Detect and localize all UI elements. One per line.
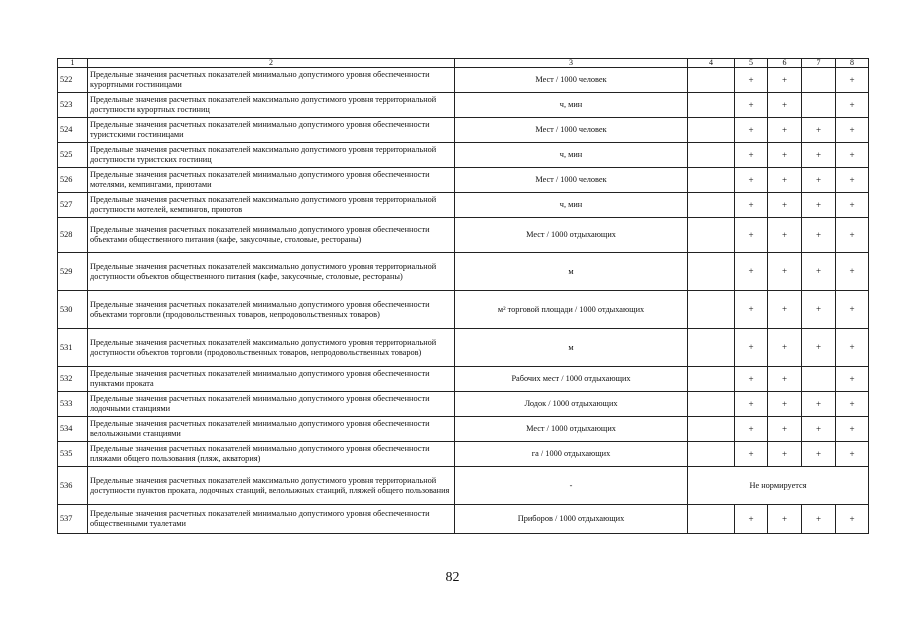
mark-cell-col-4	[688, 253, 735, 291]
row-unit: Мест / 1000 отдыхающих	[455, 218, 688, 253]
mark-cell-col-7: +	[802, 505, 836, 534]
table-row	[58, 93, 869, 118]
mark-cell-col-5: +	[735, 329, 768, 367]
mark-cell-col-4	[688, 329, 735, 367]
row-unit: ч, мин	[455, 143, 688, 168]
mark-cell-col-8: +	[836, 218, 869, 253]
mark-cell-col-6: +	[768, 193, 802, 218]
row-number: 534	[58, 417, 88, 442]
mark-cell-col-8: +	[836, 68, 869, 93]
mark-cell-col-5: +	[735, 367, 768, 392]
column-header-4: 4	[688, 59, 735, 68]
mark-cell-col-8: +	[836, 329, 869, 367]
mark-cell-col-6: +	[768, 68, 802, 93]
mark-cell-col-6: +	[768, 367, 802, 392]
row-number: 528	[58, 218, 88, 253]
mark-cell-col-6: +	[768, 505, 802, 534]
mark-cell-col-7: +	[802, 442, 836, 467]
mark-cell-col-8: +	[836, 291, 869, 329]
row-number: 532	[58, 367, 88, 392]
page-number: 82	[445, 570, 460, 585]
mark-cell-col-5: +	[735, 442, 768, 467]
mark-cell-col-7: +	[802, 253, 836, 291]
mark-cell-col-5: +	[735, 193, 768, 218]
row-number: 527	[58, 193, 88, 218]
table-body	[58, 68, 869, 534]
mark-cell-col-8: +	[836, 442, 869, 467]
table-row	[58, 218, 869, 253]
row-unit: м² торговой площади / 1000 отдыхающих	[455, 291, 688, 329]
mark-cell-col-5: +	[735, 253, 768, 291]
mark-cell-col-7: +	[802, 168, 836, 193]
mark-cell-col-5: +	[735, 68, 768, 93]
mark-cell-col-7: +	[802, 118, 836, 143]
mark-cell-col-4	[688, 367, 735, 392]
mark-cell-col-6: +	[768, 253, 802, 291]
mark-cell-col-8: +	[836, 118, 869, 143]
table-row	[58, 467, 869, 505]
mark-cell-col-8: +	[836, 253, 869, 291]
row-unit: Мест / 1000 отдыхающих	[455, 417, 688, 442]
mark-cell-col-7	[802, 68, 836, 93]
mark-cell-col-4	[688, 417, 735, 442]
mark-cell-col-7: +	[802, 417, 836, 442]
mark-cell-col-8: +	[836, 168, 869, 193]
row-number: 531	[58, 329, 88, 367]
mark-cell-col-7: +	[802, 218, 836, 253]
row-description: Предельные значения расчетных показателей минимально допустимого уровня обеспеченности туристскими гостиницами	[88, 118, 455, 143]
mark-cell-col-4	[688, 218, 735, 253]
column-header-1: 1	[58, 59, 88, 68]
row-unit: м	[455, 253, 688, 291]
table-header-row	[58, 59, 869, 68]
row-number: 523	[58, 93, 88, 118]
mark-cell-col-7: +	[802, 329, 836, 367]
row-unit: га / 1000 отдыхающих	[455, 442, 688, 467]
mark-cell-col-4	[688, 68, 735, 93]
mark-cell-col-8: +	[836, 505, 869, 534]
table-row	[58, 168, 869, 193]
mark-cell-col-4	[688, 168, 735, 193]
mark-cell-col-7: +	[802, 143, 836, 168]
table-row	[58, 367, 869, 392]
row-number: 525	[58, 143, 88, 168]
row-description: Предельные значения расчетных показателей минимально допустимого уровня обеспеченности объектами общественного питания (кафе, закусочные, столовые, рестораны)	[88, 218, 455, 253]
row-unit: ч, мин	[455, 93, 688, 118]
row-unit: ч, мин	[455, 193, 688, 218]
mark-cell-col-5: +	[735, 392, 768, 417]
mark-cell-col-6: +	[768, 442, 802, 467]
row-description: Предельные значения расчетных показателей минимально допустимого уровня обеспеченности велолыжными станциями	[88, 417, 455, 442]
row-description: Предельные значения расчетных показателей максимально допустимого уровня территориальной доступности пунктов проката, лодочных станций, велолыжных станций, пляжей общего пользования	[88, 467, 455, 505]
mark-cell-col-6: +	[768, 168, 802, 193]
mark-cell-col-5: +	[735, 143, 768, 168]
row-number: 536	[58, 467, 88, 505]
norms-table	[57, 58, 869, 534]
mark-cell-col-5: +	[735, 218, 768, 253]
table-row	[58, 505, 869, 534]
row-number: 537	[58, 505, 88, 534]
row-number: 524	[58, 118, 88, 143]
mark-cell-col-6: +	[768, 118, 802, 143]
mark-cell-col-5: +	[735, 93, 768, 118]
mark-cell-col-7: +	[802, 392, 836, 417]
mark-cell-col-8: +	[836, 417, 869, 442]
row-unit: Мест / 1000 человек	[455, 168, 688, 193]
mark-cell-col-6: +	[768, 392, 802, 417]
row-unit: -	[455, 467, 688, 505]
row-unit: Рабочих мест / 1000 отдыхающих	[455, 367, 688, 392]
mark-cell-col-7: +	[802, 193, 836, 218]
mark-cell-col-8: +	[836, 143, 869, 168]
table-row	[58, 253, 869, 291]
column-header-8: 8	[836, 59, 869, 68]
row-number: 522	[58, 68, 88, 93]
row-description: Предельные значения расчетных показателей максимально допустимого уровня территориальной доступности курортных гостиниц	[88, 93, 455, 118]
table-row	[58, 68, 869, 93]
row-description: Предельные значения расчетных показателей минимально допустимого уровня обеспеченности мотелями, кемпингами, приютами	[88, 168, 455, 193]
row-description: Предельные значения расчетных показателей максимально допустимого уровня территориальной доступности объектов торговли (продовольственных товаров, непродовольственных товаров)	[88, 329, 455, 367]
mark-cell-col-4	[688, 442, 735, 467]
row-description: Предельные значения расчетных показателей минимально допустимого уровня обеспеченности пунктами проката	[88, 367, 455, 392]
table-row	[58, 417, 869, 442]
mark-cell-col-5: +	[735, 417, 768, 442]
row-unit: Приборов / 1000 отдыхающих	[455, 505, 688, 534]
mark-cell-col-5: +	[735, 118, 768, 143]
row-description: Предельные значения расчетных показателей максимально допустимого уровня территориальной доступности объектов общественного питания (кафе, закусочные, столовые, рестораны)	[88, 253, 455, 291]
mark-cell-col-4	[688, 93, 735, 118]
mark-cell-col-6: +	[768, 218, 802, 253]
table-row	[58, 329, 869, 367]
table-row	[58, 118, 869, 143]
table-row	[58, 442, 869, 467]
mark-cell-col-6: +	[768, 93, 802, 118]
mark-cell-col-4	[688, 505, 735, 534]
not-normed-cell: Не нормируется	[688, 467, 869, 505]
row-description: Предельные значения расчетных показателей максимально допустимого уровня территориальной доступности туристских гостиниц	[88, 143, 455, 168]
mark-cell-col-8: +	[836, 367, 869, 392]
row-unit: Мест / 1000 человек	[455, 118, 688, 143]
row-number: 535	[58, 442, 88, 467]
column-header-3: 3	[455, 59, 688, 68]
row-unit: Лодок / 1000 отдыхающих	[455, 392, 688, 417]
table-row	[58, 143, 869, 168]
column-header-5: 5	[735, 59, 768, 68]
mark-cell-col-8: +	[836, 93, 869, 118]
row-description: Предельные значения расчетных показателей минимально допустимого уровня обеспеченности объектами торговли (продовольственных товаров, непродовольственных товаров)	[88, 291, 455, 329]
row-unit: м	[455, 329, 688, 367]
mark-cell-col-4	[688, 143, 735, 168]
mark-cell-col-6: +	[768, 143, 802, 168]
row-number: 529	[58, 253, 88, 291]
mark-cell-col-7	[802, 367, 836, 392]
mark-cell-col-6: +	[768, 329, 802, 367]
mark-cell-col-4	[688, 193, 735, 218]
row-description: Предельные значения расчетных показателей минимально допустимого уровня обеспеченности общественными туалетами	[88, 505, 455, 534]
mark-cell-col-7	[802, 93, 836, 118]
mark-cell-col-8: +	[836, 193, 869, 218]
row-description: Предельные значения расчетных показателей минимально допустимого уровня обеспеченности курортными гостиницами	[88, 68, 455, 93]
mark-cell-col-4	[688, 392, 735, 417]
mark-cell-col-4	[688, 118, 735, 143]
table-row	[58, 392, 869, 417]
row-description: Предельные значения расчетных показателей максимально допустимого уровня территориальной доступности мотелей, кемпингов, приютов	[88, 193, 455, 218]
row-number: 526	[58, 168, 88, 193]
mark-cell-col-5: +	[735, 168, 768, 193]
row-description: Предельные значения расчетных показателей минимально допустимого уровня обеспеченности лодочными станциями	[88, 392, 455, 417]
row-description: Предельные значения расчетных показателей минимально допустимого уровня обеспеченности пляжами общего пользования (пляж, акватория)	[88, 442, 455, 467]
column-header-2: 2	[88, 59, 455, 68]
column-header-7: 7	[802, 59, 836, 68]
mark-cell-col-7: +	[802, 291, 836, 329]
mark-cell-col-4	[688, 291, 735, 329]
table-row	[58, 193, 869, 218]
row-number: 533	[58, 392, 88, 417]
table-row	[58, 291, 869, 329]
column-header-6: 6	[768, 59, 802, 68]
mark-cell-col-8: +	[836, 392, 869, 417]
mark-cell-col-5: +	[735, 291, 768, 329]
mark-cell-col-5: +	[735, 505, 768, 534]
row-unit: Мест / 1000 человек	[455, 68, 688, 93]
row-number: 530	[58, 291, 88, 329]
mark-cell-col-6: +	[768, 291, 802, 329]
mark-cell-col-6: +	[768, 417, 802, 442]
